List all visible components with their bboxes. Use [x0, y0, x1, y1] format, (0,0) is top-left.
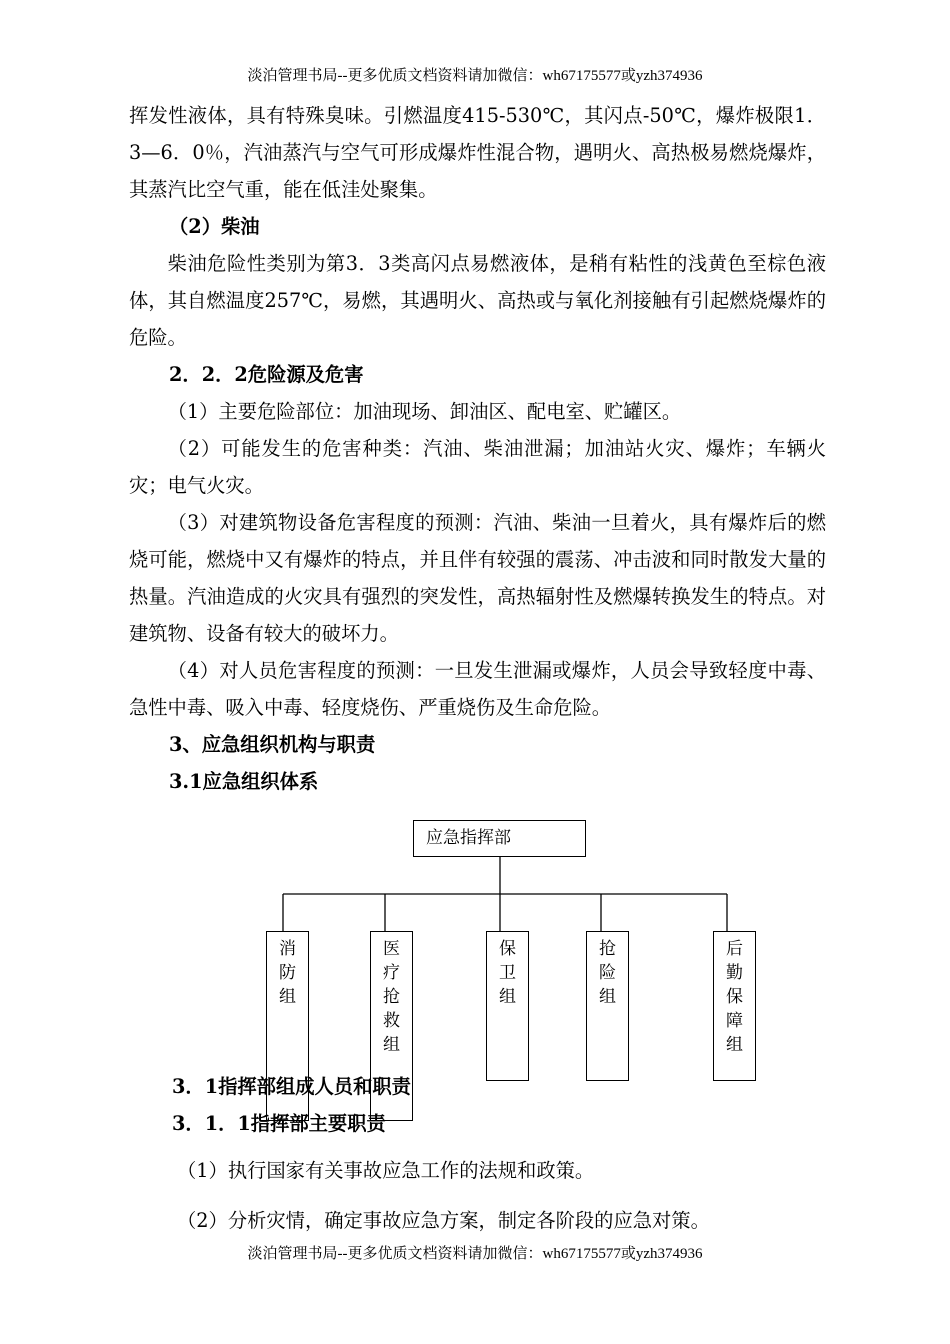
org-chart-fire-group: 消 防 组 [266, 931, 309, 1121]
paragraph-hazard-locations: （1）主要危险部位：加油现场、卸油区、配电室、贮罐区。 [167, 400, 682, 423]
heading-3-1: 3.1应急组织体系 [169, 770, 319, 793]
page-header: 淡泊管理书局--更多优质文档资料请加微信：wh67175577或yzh374936 [247, 68, 703, 84]
paragraph-gasoline-properties: 挥发性液体，具有特殊臭味。引燃温度415-530℃，其闪点-50℃，爆炸极限1．3—6．0％，汽油蒸汽与空气可形成爆炸性混合物，遇明火、高热极易燃烧爆炸，其蒸汽比空气重，能在低洼处聚集。 [129, 104, 826, 201]
page-footer: 淡泊管理书局--更多优质文档资料请加微信：wh67175577或yzh374936 [247, 1246, 703, 1262]
paragraph-hazard-types: （2）可能发生的危害种类：汽油、柴油泄漏；加油站火灾、爆炸；车辆火灾；电气火灾。 [129, 437, 826, 497]
org-chart-rescue-group: 抢 险 组 [586, 931, 629, 1081]
duty-item-1: （1）执行国家有关事故应急工作的法规和政策。 [177, 1159, 595, 1182]
duty-item-2: （2）分析灾情，确定事故应急方案，制定各阶段的应急对策。 [177, 1209, 710, 1232]
paragraph-personnel-damage: （4）对人员危害程度的预测：一旦发生泄漏或爆炸，人员会导致轻度中毒、急性中毒、吸入中毒、轻度烧伤、严重烧伤及生命危险。 [129, 659, 826, 719]
heading-3-1-1: 3．1．1指挥部主要职责 [172, 1112, 386, 1135]
heading-2-2-2: 2．2．2危险源及危害 [169, 363, 364, 386]
paragraph-building-damage: （3）对建筑物设备危害程度的预测：汽油、柴油一旦着火，具有爆炸后的燃烧可能，燃烧中又有爆炸的特点，并且伴有较强的震荡、冲击波和同时散发大量的热量。汽油造成的火灾具有强烈的突发性，高热辐射性及燃爆转换发生的特点。对建筑物、设备有较大的破坏力。 [129, 511, 826, 645]
org-chart-top-node: 应急指挥部 [413, 820, 586, 857]
document-body [129, 97, 826, 800]
heading-3: 3、应急组织机构与职责 [169, 733, 376, 756]
heading-3-1-members: 3．1指挥部组成人员和职责 [172, 1075, 411, 1098]
org-chart-medical-group: 医 疗 抢 救 组 [370, 931, 413, 1121]
heading-diesel: （2）柴油 [169, 215, 260, 238]
paragraph-diesel: 柴油危险性类别为第3．3类高闪点易燃液体，是稍有粘性的浅黄色至棕色液体，其自燃温度257℃，易燃，其遇明火、高热或与氧化剂接触有引起燃烧爆炸的危险。 [129, 252, 826, 349]
org-chart-security-group: 保 卫 组 [486, 931, 529, 1081]
org-chart-logistics-group: 后 勤 保 障 组 [713, 931, 756, 1081]
